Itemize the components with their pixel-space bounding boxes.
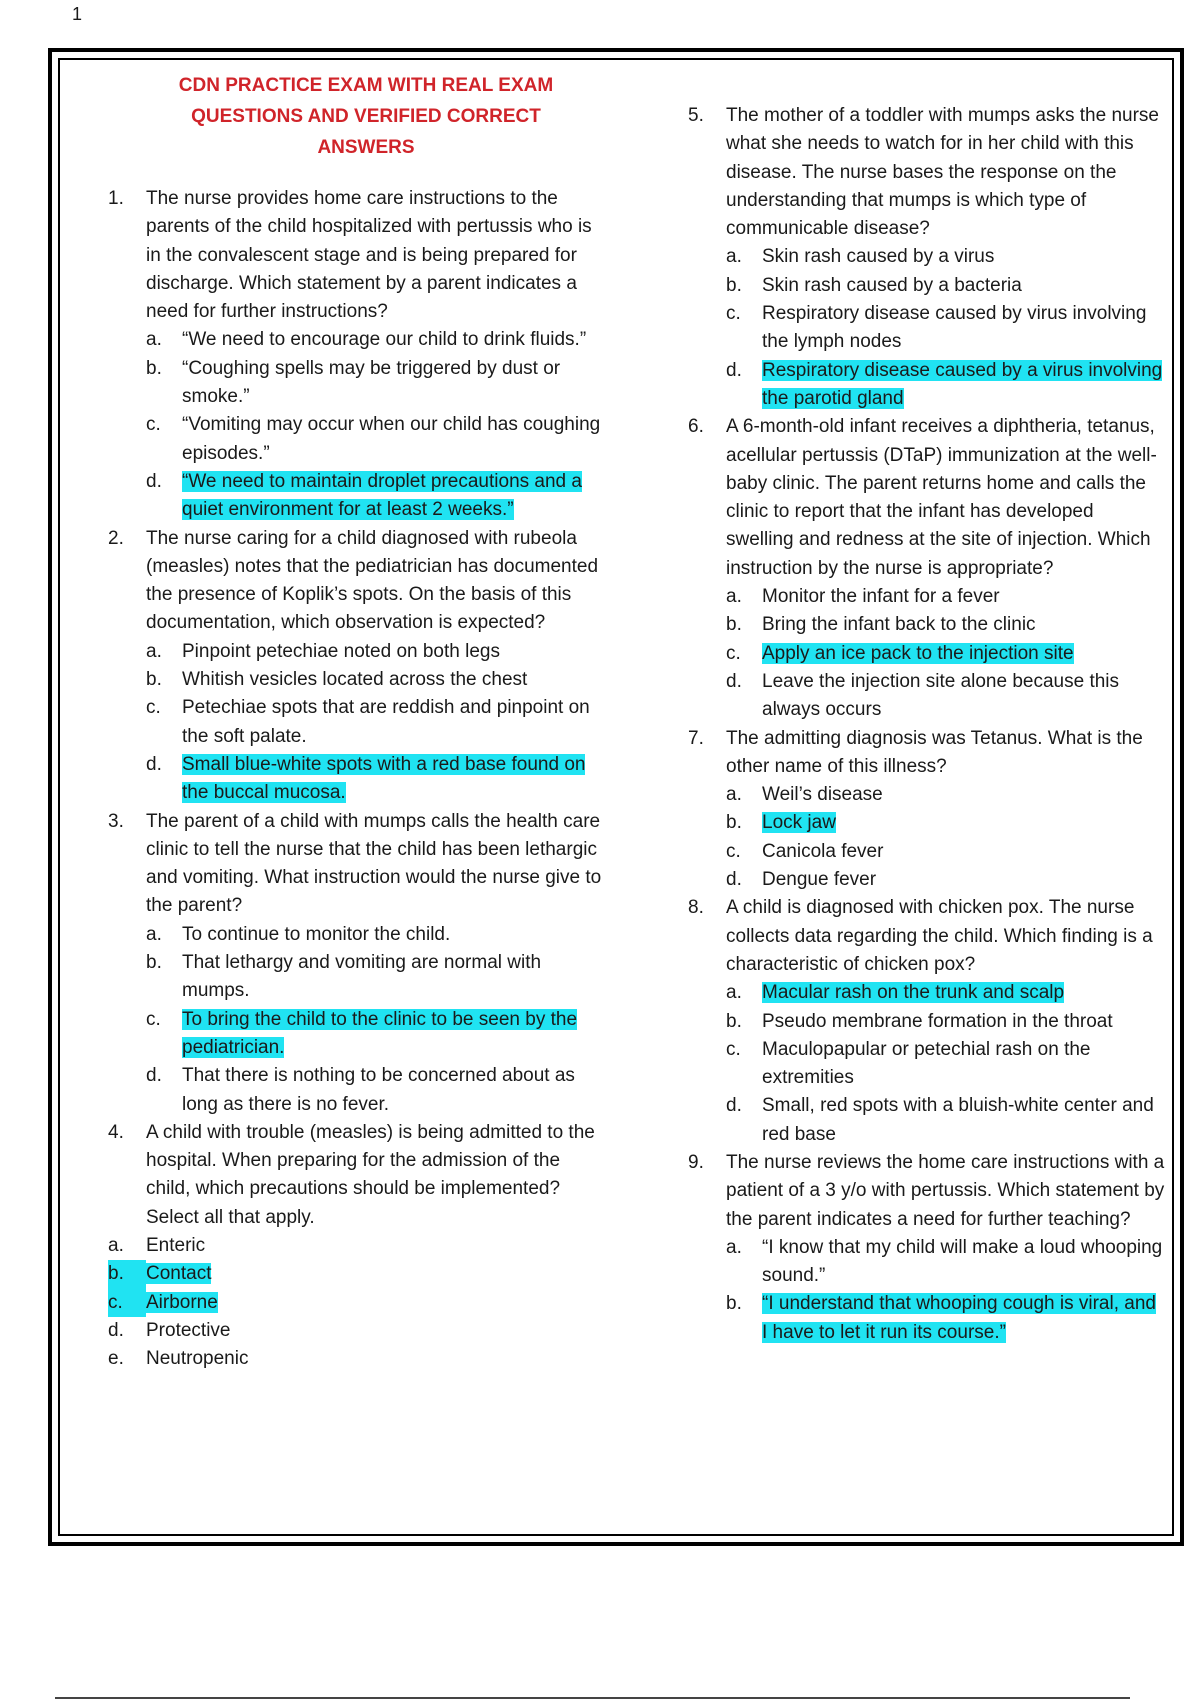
correct-answer-highlight: Contact <box>146 1263 212 1285</box>
answer-option <box>146 694 608 751</box>
answer-option-correct <box>726 809 1166 837</box>
question-1 <box>108 185 608 525</box>
answer-option <box>146 1062 608 1119</box>
answer-option <box>108 1345 608 1373</box>
exam-title <box>146 70 586 163</box>
option-letter: c. <box>726 303 741 325</box>
question-number: 7. <box>688 727 704 749</box>
answer-option-correct <box>146 1006 608 1063</box>
question-number: 9. <box>688 1151 704 1173</box>
option-letter: b. <box>726 812 742 834</box>
answer-option <box>108 1317 608 1345</box>
option-text: Bring the infant back to the clinic <box>762 614 1036 636</box>
option-letter: c. <box>108 1289 146 1317</box>
option-letter: d. <box>726 869 742 891</box>
option-text: Enteric <box>146 1234 206 1256</box>
answer-option <box>146 355 608 412</box>
answer-option <box>726 1234 1166 1291</box>
option-letter: a. <box>726 1236 742 1258</box>
answer-option <box>146 921 608 949</box>
answer-option <box>726 611 1166 639</box>
question-text: The mother of a toddler with mumps asks the nurse what she needs to watch for in her child with this disease. The nurse bases the response on the understanding that mumps is which type of communicable disease? <box>726 105 1159 240</box>
option-text: Pseudo membrane formation in the throat <box>762 1010 1113 1032</box>
answer-option <box>726 1036 1166 1093</box>
answer-option <box>726 300 1166 357</box>
option-text: To continue to monitor the child. <box>182 923 451 945</box>
question-number: 8. <box>688 897 704 919</box>
option-text: Monitor the infant for a fever <box>762 586 1000 608</box>
option-text: Neutropenic <box>146 1348 249 1370</box>
answer-option-correct <box>108 1289 608 1317</box>
option-letter: c. <box>146 697 161 719</box>
option-text: “Vomiting may occur when our child has coughing episodes.” <box>182 414 601 464</box>
option-letter: b. <box>146 669 162 691</box>
answer-option <box>726 272 1166 300</box>
option-letter: d. <box>146 470 162 492</box>
correct-answer-highlight: Macular rash on the trunk and scalp <box>762 982 1065 1004</box>
option-text: Canicola fever <box>762 840 884 862</box>
question-text: A child is diagnosed with chicken pox. The nurse collects data regarding the child. Which finding is a characteristic of chicken pox? <box>726 897 1153 975</box>
option-letter: c. <box>726 840 741 862</box>
option-text: Petechiae spots that are reddish and pinpoint on the soft palate. <box>182 697 590 747</box>
option-letter: c. <box>146 1008 161 1030</box>
correct-answer-highlight: “We need to maintain droplet precautions and a quiet environment for at least 2 weeks.” <box>182 470 582 521</box>
option-letter: e. <box>108 1348 124 1370</box>
option-letter: a. <box>726 246 742 268</box>
correct-answer-highlight: Apply an ice pack to the injection site <box>762 642 1074 664</box>
option-letter: b. <box>726 614 742 636</box>
option-text: That there is nothing to be concerned about as long as there is no fever. <box>182 1065 575 1115</box>
option-letter: d. <box>726 1095 742 1117</box>
option-text: Dengue fever <box>762 869 877 891</box>
right-column <box>688 102 1166 1347</box>
question-7 <box>688 725 1166 895</box>
answer-option-correct <box>108 1260 608 1288</box>
answer-option <box>726 583 1166 611</box>
option-letter: b. <box>108 1260 146 1288</box>
title-line-2: QUESTIONS AND VERIFIED CORRECT ANSWERS <box>191 106 541 158</box>
question-text: A 6-month-old infant receives a diphtheria, tetanus, acellular pertussis (DTaP) immunization at the well-baby clinic. The parent returns home and calls the clinic to report that the infant has developed swelling and redness at the site of injection. Which instruction by the nurse is appropriate? <box>726 416 1157 579</box>
question-9 <box>688 1149 1166 1347</box>
answer-option <box>726 243 1166 271</box>
option-letter: d. <box>146 1065 162 1087</box>
answer-option-correct <box>726 1290 1166 1347</box>
answer-option <box>726 838 1166 866</box>
option-text: Weil’s disease <box>762 784 883 806</box>
answer-option-correct <box>726 640 1166 668</box>
option-letter: a. <box>726 784 742 806</box>
option-text: “I know that my child will make a loud whooping sound.” <box>762 1236 1163 1287</box>
answer-option <box>726 1092 1166 1149</box>
question-5 <box>688 102 1166 413</box>
answer-option <box>108 1232 608 1260</box>
answer-option <box>146 949 608 1006</box>
correct-answer-highlight: Small blue-white spots with a red base found on the buccal mucosa. <box>182 753 586 804</box>
question-3 <box>108 808 608 1119</box>
answer-option <box>726 781 1166 809</box>
option-text: Pinpoint petechiae noted on both legs <box>182 640 500 662</box>
option-text: Leave the injection site alone because this always occurs <box>762 670 1120 721</box>
option-letter: d. <box>726 359 742 381</box>
option-letter: c. <box>726 642 741 664</box>
option-letter: b. <box>726 1293 742 1315</box>
answer-option-correct <box>726 979 1166 1007</box>
question-text: A child with trouble (measles) is being admitted to the hospital. When preparing for the admission of the child, which precautions should be implemented? Select all that apply. <box>146 1121 595 1228</box>
answer-option <box>146 666 608 694</box>
option-letter: d. <box>726 670 742 692</box>
question-text: The nurse provides home care instructions to the parents of the child hospitalized with pertussis who is in the convalescent stage and is being prepared for discharge. Which statement by a parent indicates a need for further instructions? <box>146 188 592 323</box>
option-letter: d. <box>108 1319 124 1341</box>
option-text: Small, red spots with a bluish-white center and red base <box>762 1095 1154 1145</box>
answer-option <box>726 1008 1166 1036</box>
correct-answer-highlight: Respiratory disease caused by a virus involving the parotid gland <box>762 359 1163 409</box>
left-column <box>108 185 608 1373</box>
option-letter: a. <box>146 923 162 945</box>
question-number: 3. <box>108 810 124 832</box>
answer-option-correct <box>146 751 608 808</box>
option-letter: b. <box>146 357 162 379</box>
question-6 <box>688 413 1166 724</box>
answer-option <box>726 668 1166 725</box>
question-8 <box>688 894 1166 1149</box>
option-letter: b. <box>726 1010 742 1032</box>
option-letter: a. <box>726 586 742 608</box>
question-4 <box>108 1119 608 1374</box>
option-text: “Coughing spells may be triggered by dust or smoke.” <box>182 357 561 408</box>
option-text: Skin rash caused by a bacteria <box>762 274 1022 296</box>
title-line-1: CDN PRACTICE EXAM WITH REAL EXAM <box>178 75 554 96</box>
correct-answer-highlight: Airborne <box>146 1291 218 1313</box>
question-text: The admitting diagnosis was Tetanus. What is the other name of this illness? <box>726 727 1143 777</box>
option-letter: c. <box>146 414 161 436</box>
option-letter: b. <box>726 274 742 296</box>
question-text: The nurse caring for a child diagnosed with rubeola (measles) notes that the pediatrician has documented the presence of Koplik’s spots. On the basis of this documentation, which observation is expected? <box>146 527 599 634</box>
answer-option <box>146 638 608 666</box>
question-number: 6. <box>688 416 704 438</box>
page-number: 1 <box>72 4 83 24</box>
option-letter: a. <box>108 1234 124 1256</box>
question-text: The nurse reviews the home care instructions with a patient of a 3 y/o with pertussis. Which statement by the parent indicates a need for further teaching? <box>726 1151 1165 1230</box>
option-letter: a. <box>726 982 742 1004</box>
question-number: 5. <box>688 105 704 126</box>
page-separator <box>55 1697 1130 1699</box>
correct-answer-highlight: To bring the child to the clinic to be seen by the pediatrician. <box>182 1008 578 1058</box>
option-text: “We need to encourage our child to drink fluids.” <box>182 329 587 351</box>
option-letter: a. <box>146 329 162 351</box>
question-number: 4. <box>108 1121 124 1143</box>
option-letter: a. <box>146 640 162 662</box>
answer-option <box>726 866 1166 894</box>
option-letter: b. <box>146 952 162 974</box>
question-text: The parent of a child with mumps calls the health care clinic to tell the nurse that the child has been lethargic and vomiting. What instruction would the nurse give to the parent? <box>146 810 602 917</box>
question-number: 1. <box>108 188 124 209</box>
answer-option-correct <box>726 357 1166 414</box>
question-number: 2. <box>108 527 124 549</box>
option-text: Respiratory disease caused by virus involving the lymph nodes <box>762 303 1147 353</box>
option-text: Whitish vesicles located across the chest <box>182 669 528 691</box>
correct-answer-highlight: “I understand that whooping cough is viral, and I have to let it run its course.” <box>762 1293 1156 1343</box>
correct-answer-highlight: Lock jaw <box>762 812 836 834</box>
option-text: That lethargy and vomiting are normal with mumps. <box>182 952 542 1002</box>
option-text: Maculopapular or petechial rash on the extremities <box>762 1038 1091 1089</box>
option-letter: c. <box>726 1038 741 1060</box>
option-letter: d. <box>146 753 162 775</box>
question-2 <box>108 525 608 808</box>
option-text: Protective <box>146 1319 231 1341</box>
option-text: Skin rash caused by a virus <box>762 246 995 268</box>
answer-option-correct <box>146 468 608 525</box>
answer-option <box>146 411 608 468</box>
answer-option <box>146 326 608 354</box>
